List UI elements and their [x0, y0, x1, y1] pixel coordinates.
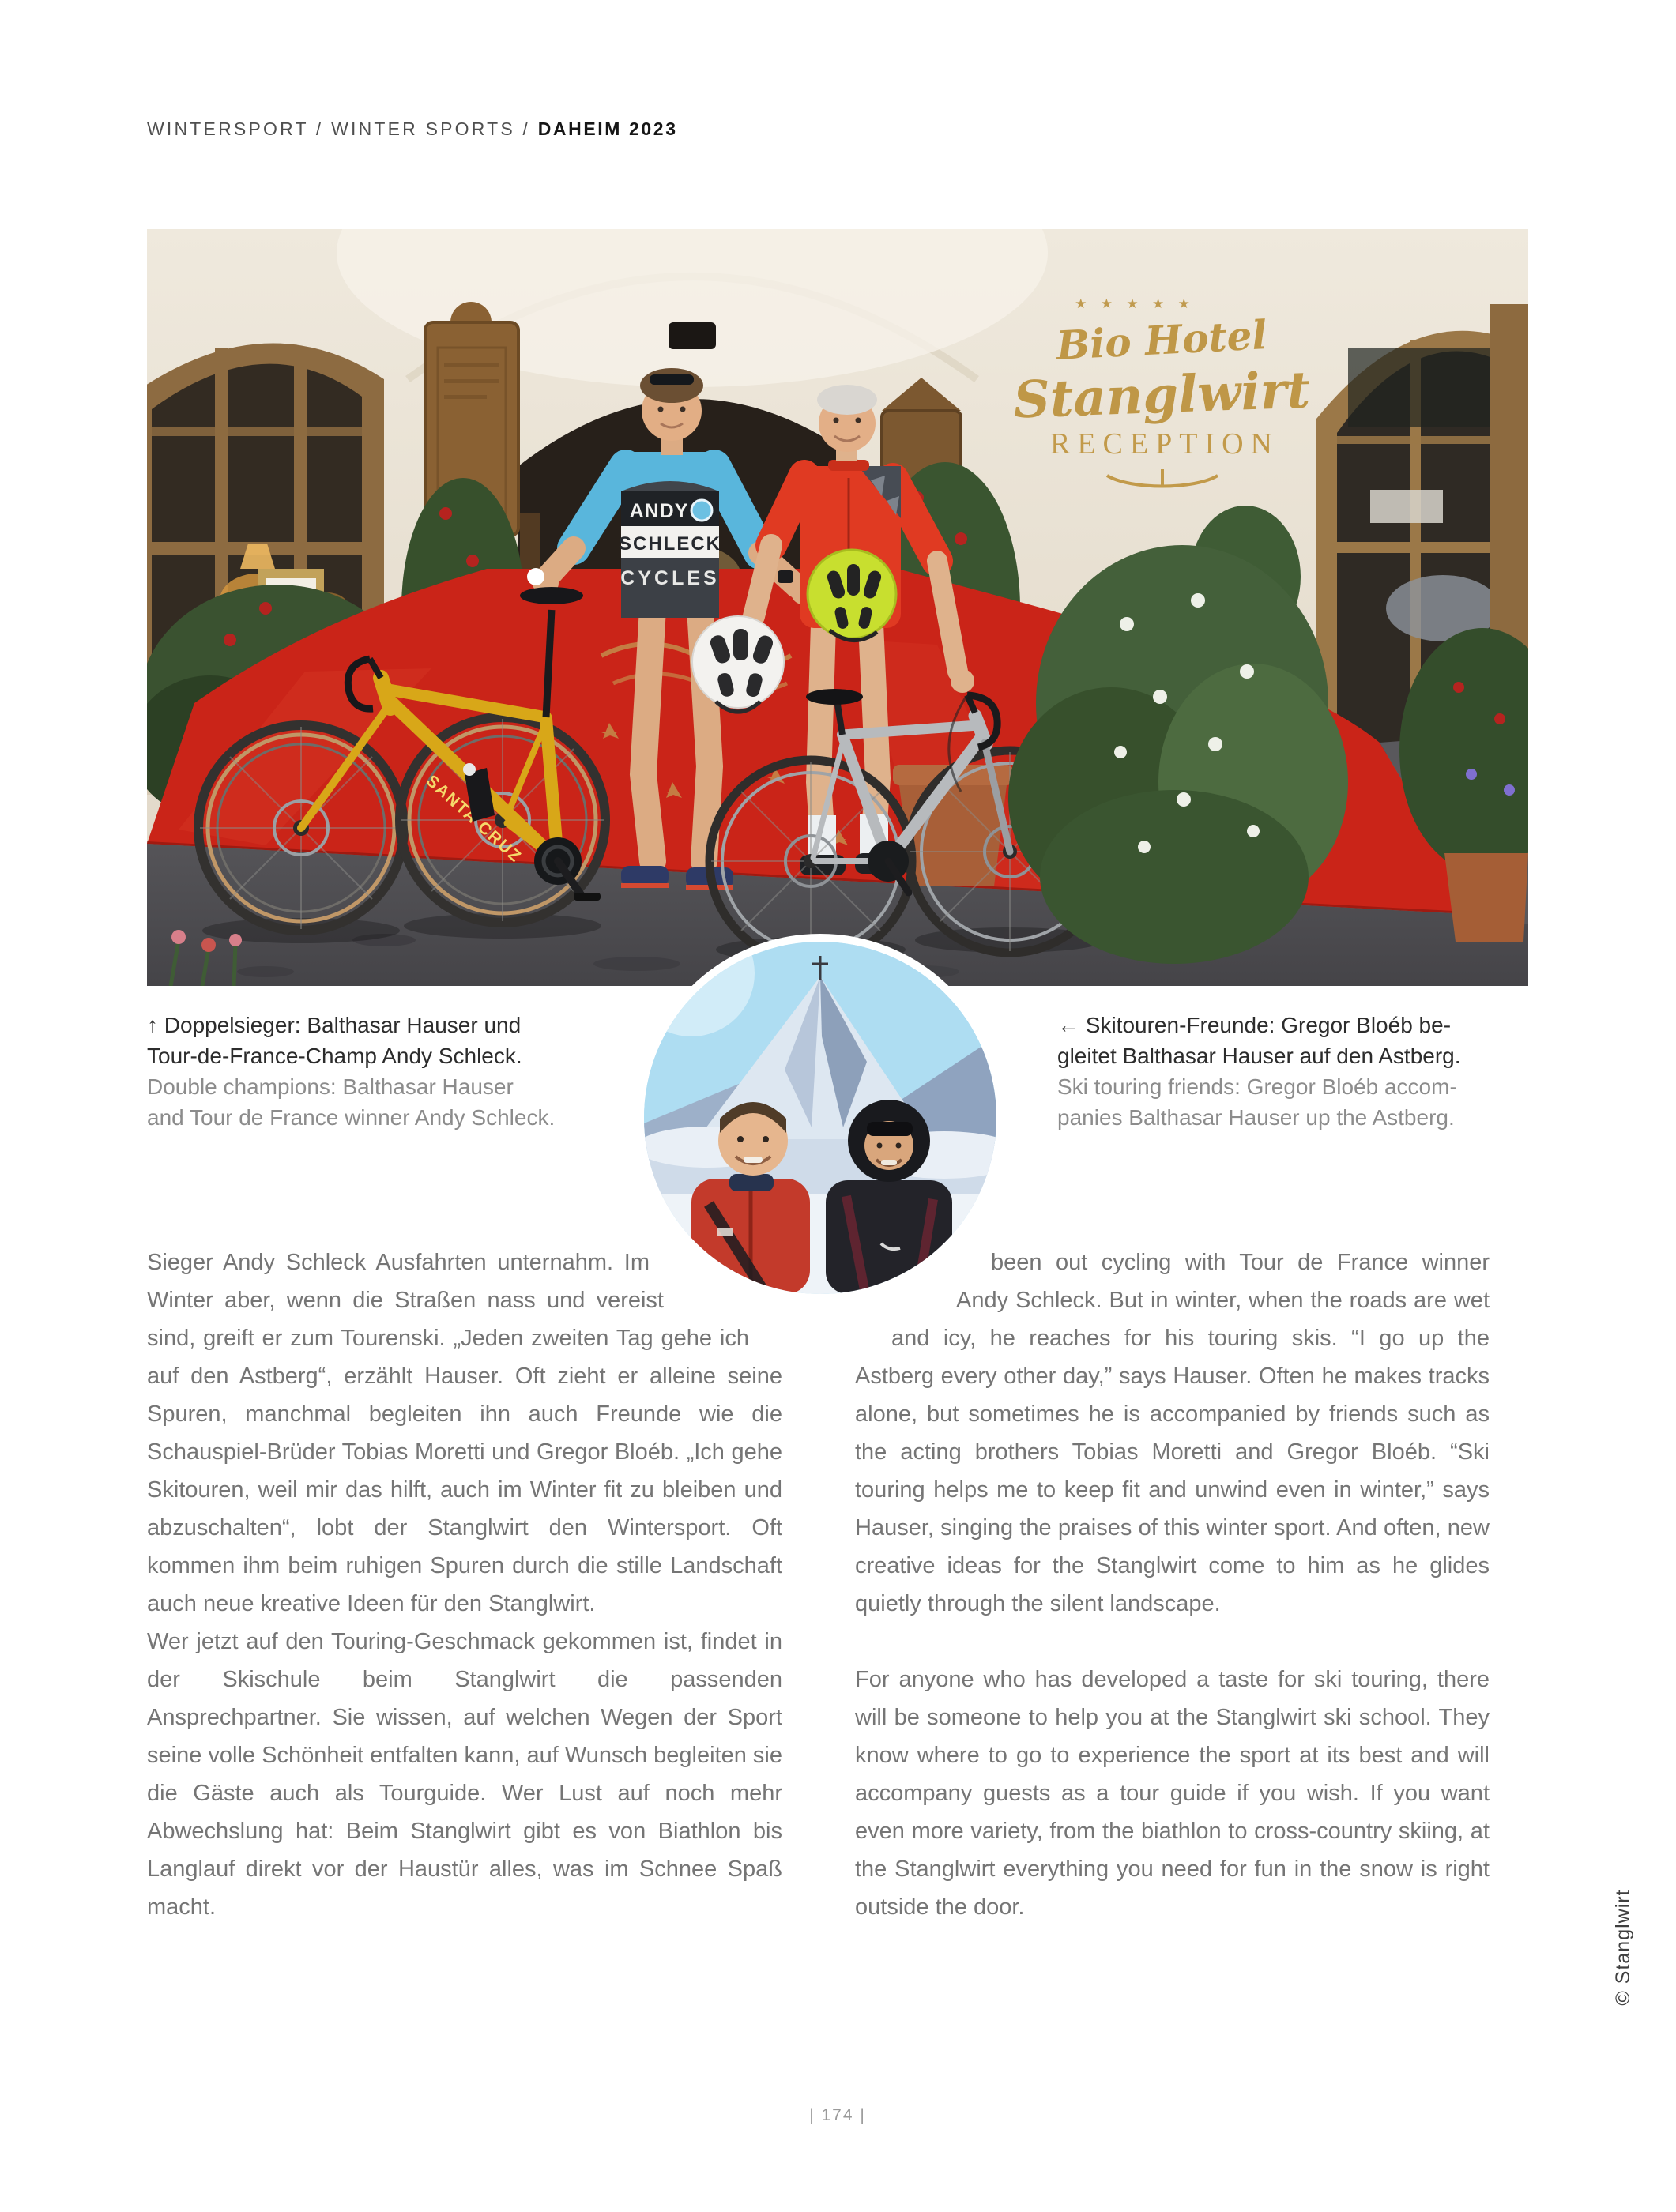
caption-main-photo	[147, 1010, 653, 1133]
mountain-summit-scene	[644, 942, 996, 1294]
english-paragraph-2	[855, 1661, 1490, 1926]
circle-wrap-spacer	[855, 1319, 891, 1357]
caption-left-de-line1: ↑ Doppelsieger: Balthasar Hauser und	[147, 1013, 522, 1037]
hotel-entrance-scene	[147, 229, 1528, 986]
jersey-text-andy: ANDY	[629, 500, 689, 522]
caption-left-en-line1: Double champions: Balthasar Hauser	[147, 1074, 514, 1099]
german-paragraph-1-text: Sieger Andy Schleck Ausfahrten unternahm. Im Winter aber, wenn die Straßen nass und vereist sind, greift er zum Tourenski. „Jeden zweiten Tag gehe ich auf den Astberg“, erzählt Hauser. Oft zieht er alleine seine Spuren, manchmal begleiten ihn auch Freunde wie die Schauspiel-Brüder Tobias Moretti und Gregor Bloéb. „Ich gehe Skitouren, weil mir das hilft, auch im Winter fit zu bleiben und abzuschalten“, lobt der Stanglwirt den Wintersport. Oft kommen ihm beim ruhigen Spuren durch die stille Landschaft auch neue kreative Ideen für den Stanglwirt.	[147, 1250, 782, 1616]
jersey-text-cycles: CYCLES	[620, 567, 720, 589]
german-paragraph-2-text: Wer jetzt auf den Touring-Geschmack gekommen ist, findet in der Skischule beim Stanglwirt die passenden Ansprechpartner. Sie wissen, auf welchen Wegen der Sport seine volle Schönheit entfalten kann, auf Wunsch begleiten sie die Gäste auch als Tourguide. Wer Lust auf noch mehr Abwechslung hat: Beim Stanglwirt gibt es von Biathlon bis Langlauf direkt vor der Haustür alles, was im Schnee Spaß macht.	[147, 1629, 782, 1920]
german-paragraph-2	[147, 1623, 782, 1926]
english-paragraph-1	[855, 1243, 1490, 1623]
jersey-text-schleck: SCHLECK	[618, 533, 722, 555]
german-paragraph-1	[147, 1243, 782, 1623]
caption-right-de-line1: ← Skitouren-Freunde: Gregor Bloéb be-	[1057, 1013, 1452, 1037]
caption-left-en-line2: and Tour de France winner Andy Schleck.	[147, 1105, 556, 1130]
inset-photo-ski-friends	[636, 934, 1004, 1302]
kicker-section: WINTERSPORT / WINTER SPORTS /	[147, 118, 538, 139]
signage-reception: RECEPTION	[1050, 427, 1279, 461]
page-number: | 174 |	[809, 2106, 866, 2124]
circle-wrap-spacer	[749, 1319, 782, 1357]
english-paragraph-2-text: For anyone who has developed a taste for ski touring, there will be someone to help you at the Stanglwirt ski school. They know where to go to experience the sport at its best and will accompany guests as a tour guide if you wish. If you want even more variety, from the biathlon to cross-country skiing, at the Stanglwirt everything you need for fun in the snow is right outside the door.	[855, 1667, 1490, 1920]
main-photo-cyclists	[147, 229, 1528, 986]
caption-inset-photo	[1057, 1010, 1500, 1133]
caption-right-de-line2: gleitet Balthasar Hauser auf den Astberg.	[1057, 1044, 1461, 1068]
page-kicker	[147, 118, 678, 140]
caption-left-de-line2: Tour-de-France-Champ Andy Schleck.	[147, 1044, 522, 1068]
caption-right-en-line1: Ski touring friends: Gregor Bloéb accom-	[1057, 1074, 1457, 1099]
english-paragraph-1-text: been out cycling with Tour de France winner Andy Schleck. But in winter, when the roads are wet and icy, he reaches for his touring skis. “I go up the Astberg every other day,” says Hauser. Often he makes tracks alone, but sometimes he is accompanied by friends such as the acting brothers Tobias Moretti and Gregor Bloéb. “Ski touring helps me to keep fit and unwind even in winter,” says Hauser, singing the praises of this winter sport. And often, new creative ideas for the Stanglwirt come to him as he glides quietly through the silent landscape.	[855, 1250, 1490, 1616]
body-column-german	[147, 1243, 782, 1926]
kicker-issue: DAHEIM 2023	[537, 118, 678, 139]
signage-stanglwirt: Stanglwirt	[1012, 360, 1312, 431]
signage-bio-hotel: Bio Hotel	[1055, 311, 1268, 369]
green-helmet	[808, 550, 896, 641]
caption-right-en-line2: panies Balthasar Hauser up the Astberg.	[1057, 1105, 1455, 1130]
body-column-english	[855, 1243, 1490, 1926]
signage-stars: ★ ★ ★ ★ ★	[1075, 296, 1195, 312]
photo-credit: © Stanglwirt	[1612, 1889, 1634, 2006]
bike-brand-text: SANTA CRUZ	[422, 771, 525, 867]
